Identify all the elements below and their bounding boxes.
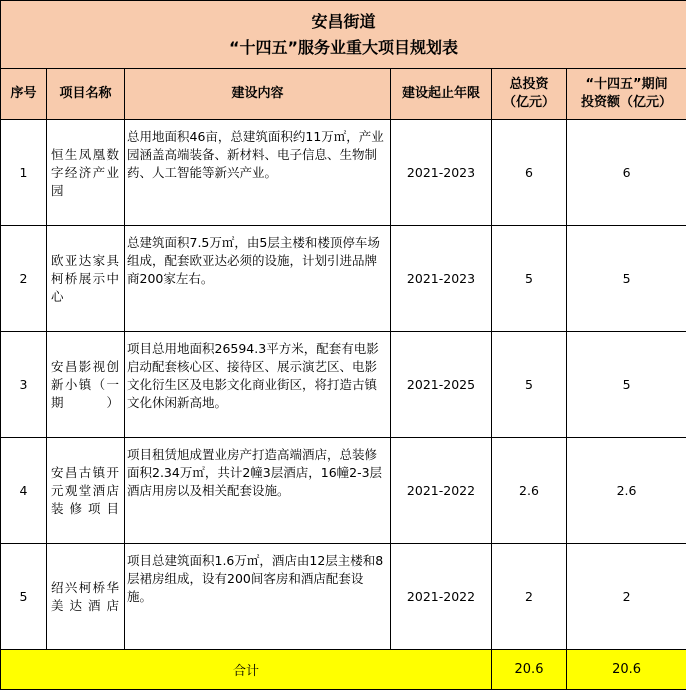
row-project-name: 绍兴柯桥华美达酒店 [47,544,125,650]
header-total-line-1: 总投资 [509,77,549,92]
title-line-1: 安昌街道 [311,11,376,31]
row-index: 4 [1,438,47,544]
header-plan-investment [567,69,686,120]
total-row [1,650,686,690]
plan-investment-sum: 20.6 [567,650,686,690]
row-project-name: 安昌影视创新小镇（一期） [47,332,125,438]
table-row [1,544,686,650]
table-row [1,226,686,332]
row-period: 2021-2023 [391,120,492,226]
row-period: 2021-2023 [391,226,492,332]
row-index: 1 [1,120,47,226]
header-content: 建设内容 [125,69,391,120]
row-project-name: 恒生凤凰数字经济产业园 [47,120,125,226]
row-total-investment: 2.6 [492,438,567,544]
row-period: 2021-2022 [391,438,492,544]
table-row [1,120,686,226]
row-period: 2021-2022 [391,544,492,650]
row-plan-investment: 6 [567,120,686,226]
row-total-investment: 6 [492,120,567,226]
table-row [1,438,686,544]
row-total-investment: 2 [492,544,567,650]
header-index: 序号 [1,69,47,120]
row-index: 5 [1,544,47,650]
header-row [1,69,686,120]
row-index: 3 [1,332,47,438]
row-total-investment: 5 [492,226,567,332]
header-name: 项目名称 [47,69,125,120]
row-project-name: 安昌古镇开元观堂酒店装修项目 [47,438,125,544]
header-total-line-2: （亿元） [502,95,555,110]
header-plan-line-1: “十四五”期间 [585,77,668,92]
row-total-investment: 5 [492,332,567,438]
row-content: 项目租赁旭成置业房产打造高端酒店，总装修面积2.34万㎡，共计2幢3层酒店，16幢2-3层酒店用房以及相关配套设施。 [125,438,391,544]
row-content: 项目总用地面积26594.3平方米，配套有电影启动配套核心区、接待区、展示演艺区、电影文化衍生区及电影文化商业街区，将打造古镇文化休闲新高地。 [125,332,391,438]
row-plan-investment: 2.6 [567,438,686,544]
row-plan-investment: 2 [567,544,686,650]
row-plan-investment: 5 [567,332,686,438]
header-plan-line-2: 投资额（亿元） [581,95,673,110]
title-line-2: “十四五”服务业重大项目规划表 [229,37,459,57]
row-period: 2021-2025 [391,332,492,438]
total-label: 合计 [1,650,492,690]
row-content: 总建筑面积7.5万㎡，由5层主楼和楼顶停车场组成，配套欧亚达必须的设施，计划引进品牌商200家左右。 [125,226,391,332]
row-content: 项目总建筑面积1.6万㎡，酒店由12层主楼和8层裙房组成，设有200间客房和酒店配套设施。 [125,544,391,650]
row-plan-investment: 5 [567,226,686,332]
row-project-name: 欧亚达家具柯桥展示中心 [47,226,125,332]
table-row [1,332,686,438]
row-content: 总用地面积46亩，总建筑面积约11万㎡，产业园涵盖高端装备、新材料、电子信息、生物制药、人工智能等新兴产业。 [125,120,391,226]
table-title [1,1,686,69]
header-total-investment [492,69,567,120]
total-investment-sum: 20.6 [492,650,567,690]
header-period: 建设起止年限 [391,69,492,120]
row-index: 2 [1,226,47,332]
